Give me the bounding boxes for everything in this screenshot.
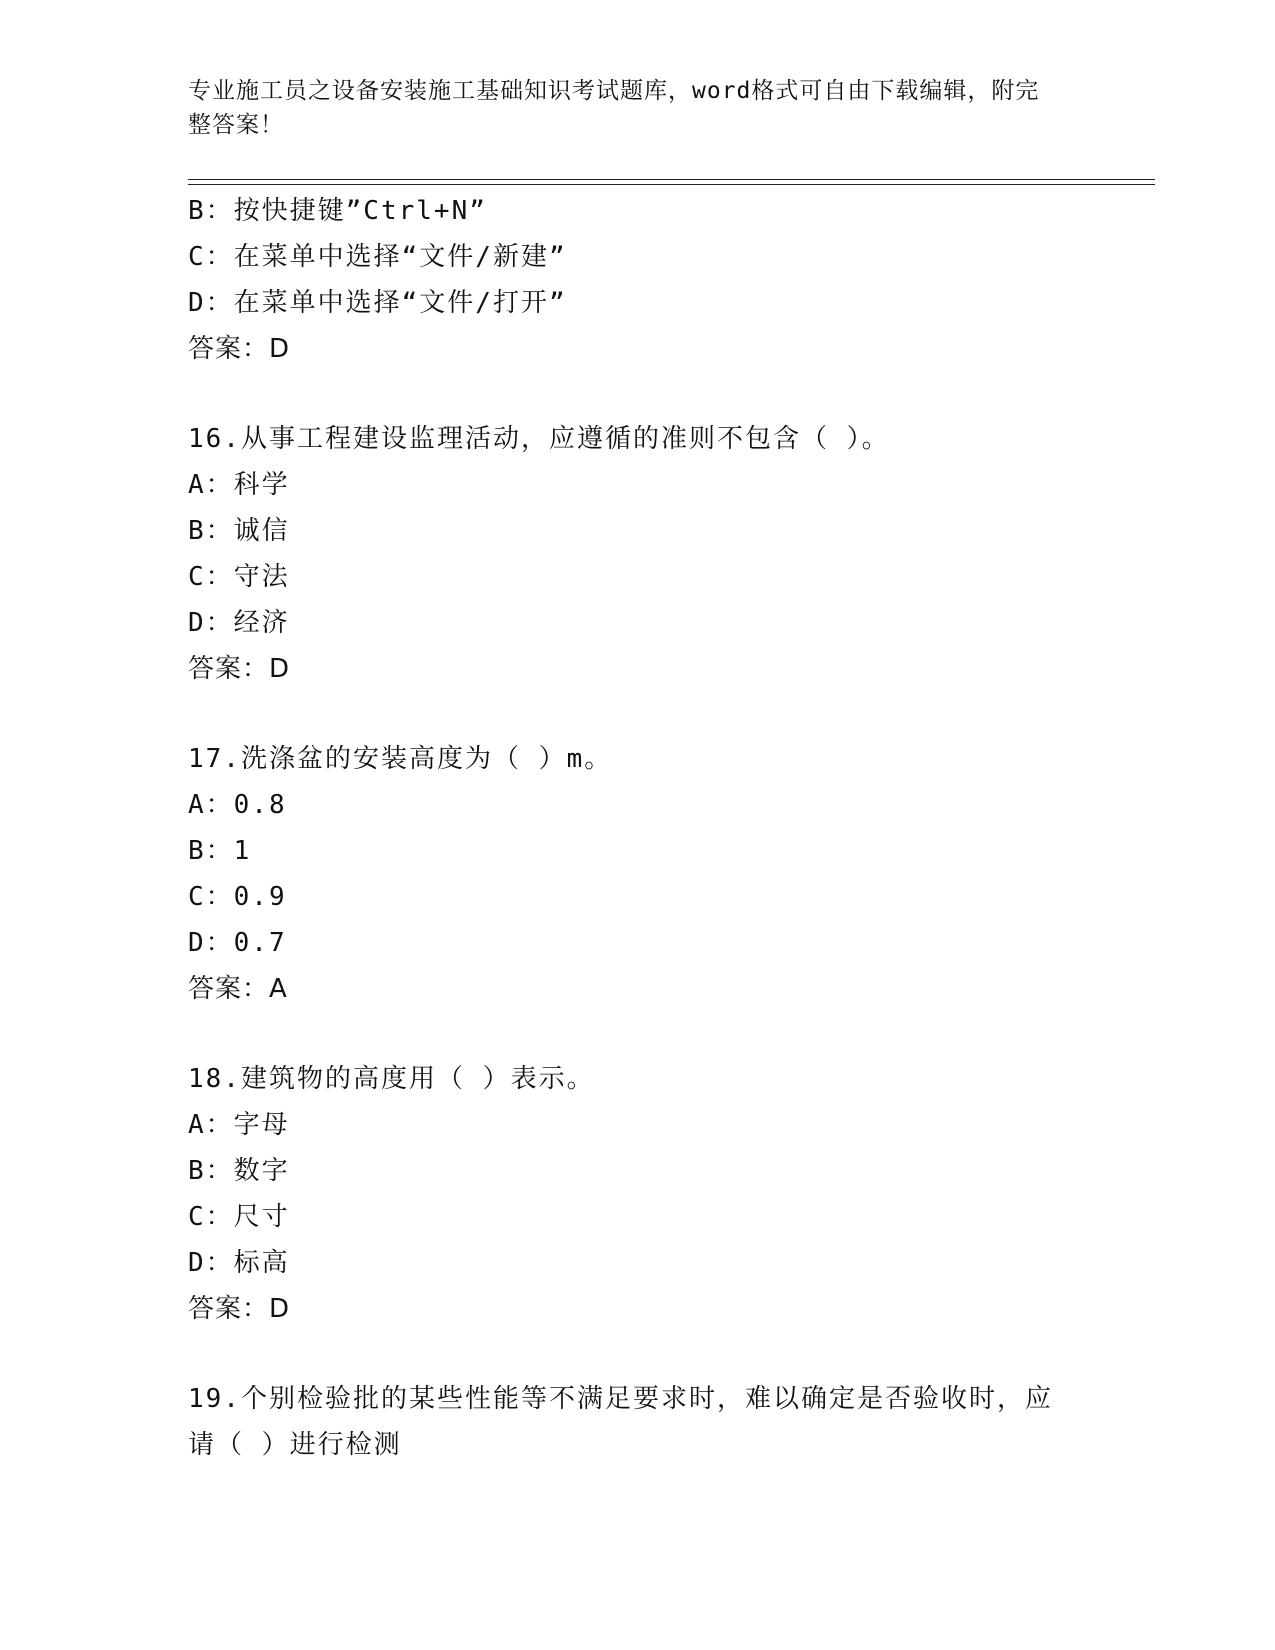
question-19 (188, 1376, 1148, 1468)
question-16 (188, 416, 1148, 692)
option-b: B：数字 (188, 1156, 290, 1186)
question-list (188, 188, 1148, 1468)
option-a: A：字母 (188, 1110, 290, 1140)
answer-line: 答案：D (188, 334, 291, 364)
question-17 (188, 736, 1148, 1012)
header-divider-top (188, 179, 1155, 180)
question-stem: 16.从事工程建设监理活动，应遵循的准则不包含（ ）。 (188, 424, 890, 454)
option-c: C：尺寸 (188, 1202, 290, 1232)
header-line-2: 整答案！ (188, 112, 284, 138)
answer-line: 答案：A (188, 974, 288, 1004)
option-c: C：在菜单中选择“文件/新建” (188, 242, 567, 272)
question-stem: 18.建筑物的高度用（ ）表示。 (188, 1064, 595, 1094)
option-b: B：1 (188, 836, 252, 866)
header-divider-bottom (188, 184, 1155, 185)
question-stem-line-1: 19.个别检验批的某些性能等不满足要求时，难以确定是否验收时，应 (188, 1384, 1053, 1414)
question-15-tail (188, 188, 1148, 372)
option-a: A：0.8 (188, 790, 287, 820)
question-18 (188, 1056, 1148, 1332)
question-stem-line-2: 请（ ）进行检测 (188, 1430, 402, 1460)
option-b: B：诚信 (188, 516, 290, 546)
option-d: D：经济 (188, 608, 290, 638)
option-a: A：科学 (188, 470, 290, 500)
option-c: C：守法 (188, 562, 290, 592)
option-d: D：在菜单中选择“文件/打开” (188, 288, 567, 318)
document-header (188, 74, 1068, 142)
answer-line: 答案：D (188, 654, 291, 684)
option-c: C：0.9 (188, 882, 287, 912)
answer-line: 答案：D (188, 1294, 291, 1324)
question-stem: 17.洗涤盆的安装高度为（ ）m。 (188, 744, 613, 774)
option-d: D：0.7 (188, 928, 287, 958)
option-b: B：按快捷键”Ctrl+N” (188, 196, 487, 226)
option-d: D：标高 (188, 1248, 290, 1278)
header-line-1: 专业施工员之设备安装施工基础知识考试题库，word格式可自由下载编辑，附完 (188, 78, 1040, 104)
